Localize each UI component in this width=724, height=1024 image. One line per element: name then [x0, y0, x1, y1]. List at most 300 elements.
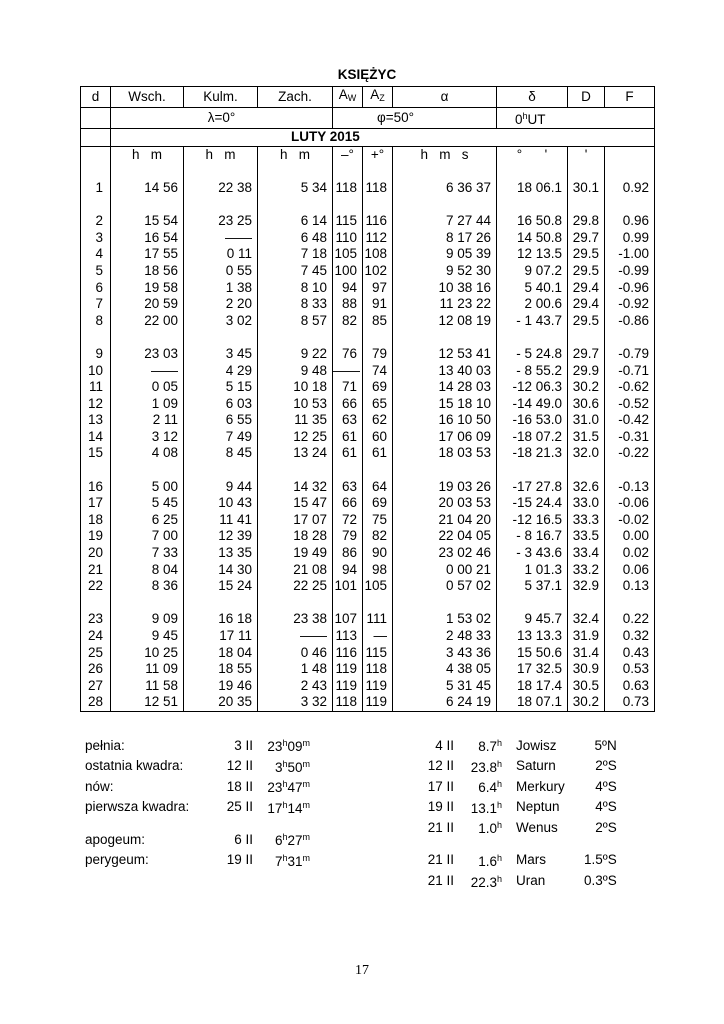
cell-az: 119 [363, 694, 393, 711]
cell-phase: 0.02 [605, 545, 655, 562]
conjunction-date: 4 II [435, 737, 454, 753]
table-row [81, 495, 655, 512]
col-F: F [605, 87, 655, 108]
cell-rise: 8 36 [111, 578, 184, 595]
cell-set: 7 45 [258, 263, 333, 280]
cell-alpha: 6 36 37 [393, 180, 497, 197]
cell-az: 118 [363, 661, 393, 678]
conjunction-date: 17 II [427, 778, 454, 794]
cell-phase: 0.32 [605, 628, 655, 645]
col-D: D [568, 87, 605, 108]
table-row [81, 678, 655, 695]
cell-culm: 6 55 [184, 412, 258, 429]
cell-az: 74 [363, 363, 393, 380]
cell-dist: 29.5 [568, 313, 605, 330]
cell-aw: 107 [333, 611, 363, 628]
cell-culm: —— [184, 230, 258, 247]
cell-aw: 66 [333, 495, 363, 512]
cell-day: 8 [81, 313, 111, 330]
cell-alpha: 1 53 02 [393, 611, 497, 628]
cell-dist: 30.2 [568, 694, 605, 711]
cell-culm: 18 55 [184, 661, 258, 678]
conjunction-time: 22.3$^h$ [470, 873, 502, 890]
col-alpha: α [393, 87, 497, 108]
conjunction-time: 8.7$^h$ [478, 738, 502, 754]
cell-az: — [363, 628, 393, 645]
cell-delta: -12 16.5 [497, 512, 568, 529]
table-row [81, 213, 655, 230]
cell-aw: 100 [333, 263, 363, 280]
cell-dist: 30.5 [568, 678, 605, 695]
cell-aw: 79 [333, 528, 363, 545]
conjunction-time: 1.0$^h$ [478, 820, 502, 837]
unit-set: h m [258, 146, 333, 163]
cell-set: 5 34 [258, 180, 333, 197]
cell-phase: -0.79 [605, 346, 655, 363]
cell-day: 20 [81, 545, 111, 562]
cell-phase: -0.22 [605, 445, 655, 462]
conjunction-date: 12 II [427, 758, 454, 774]
table-row [81, 246, 655, 263]
cell-aw: 94 [333, 280, 363, 297]
cell-delta: - 8 16.7 [497, 528, 568, 545]
cell-phase: -0.06 [605, 495, 655, 512]
cell-aw: 88 [333, 296, 363, 313]
phase-date: 3 II [234, 737, 253, 753]
col-delta: δ [497, 87, 568, 108]
cell-delta: - 1 43.7 [497, 313, 568, 330]
conjunction-separation: 4ºS [595, 799, 617, 815]
cell-dist: 29.7 [568, 346, 605, 363]
cell-dist: 32.6 [568, 479, 605, 496]
phase-name: nów: [85, 778, 114, 794]
cell-phase: 0.00 [605, 528, 655, 545]
cell-set: 8 33 [258, 296, 333, 313]
cell-set: 11 35 [258, 412, 333, 429]
cell-aw: 86 [333, 545, 363, 562]
cell-rise: 23 03 [111, 346, 184, 363]
cell-set: 3 32 [258, 694, 333, 711]
cell-az: 112 [363, 230, 393, 247]
cell-day: 1 [81, 180, 111, 197]
cell-set: 9 22 [258, 346, 333, 363]
cell-rise: 17 55 [111, 246, 184, 263]
cell-day: 9 [81, 346, 111, 363]
cell-set: 22 25 [258, 578, 333, 595]
cell-rise: 3 12 [111, 429, 184, 446]
cell-rise: 11 58 [111, 678, 184, 695]
cell-day: 13 [81, 412, 111, 429]
table-row [81, 445, 655, 462]
phase-time: 23$^h$47$^m$ [267, 779, 310, 796]
cell-dist: 32.9 [568, 578, 605, 595]
table-row [81, 562, 655, 579]
cell-day: 26 [81, 661, 111, 678]
cell-az: 75 [363, 512, 393, 529]
cell-day: 23 [81, 611, 111, 628]
cell-phase: 0.06 [605, 562, 655, 579]
cell-alpha: 11 23 22 [393, 296, 497, 313]
col-az: $A_Z$ [363, 87, 393, 108]
cell-aw: 115 [333, 213, 363, 230]
cell-dist: 32.4 [568, 611, 605, 628]
cell-day: 4 [81, 246, 111, 263]
cell-alpha: 0 00 21 [393, 562, 497, 579]
time-reference: 0$^h$UT [497, 107, 655, 129]
cell-delta: -18 07.2 [497, 429, 568, 446]
conjunction-separation: 4ºS [595, 778, 617, 794]
cell-culm: 12 39 [184, 528, 258, 545]
cell-aw: 71 [333, 379, 363, 396]
cell-culm: 8 45 [184, 445, 258, 462]
cell-az: 119 [363, 678, 393, 695]
cell-dist: 30.6 [568, 396, 605, 413]
cell-day: 18 [81, 512, 111, 529]
month-row [81, 129, 655, 147]
cell-culm: 22 38 [184, 180, 258, 197]
cell-dist: 33.0 [568, 495, 605, 512]
cell-phase: -0.86 [605, 313, 655, 330]
unit-D: ' [568, 146, 605, 163]
page-number: 17 [355, 963, 369, 978]
cell-dist: 29.4 [568, 280, 605, 297]
phase-time: 17$^h$14$^m$ [267, 799, 310, 816]
cell-aw: 76 [333, 346, 363, 363]
cell-az: 115 [363, 645, 393, 662]
cell-rise: 12 51 [111, 694, 184, 711]
cell-delta: -18 21.3 [497, 445, 568, 462]
table-row [81, 628, 655, 645]
cell-dist: 29.5 [568, 263, 605, 280]
table-row [81, 313, 655, 330]
cell-az: 79 [363, 346, 393, 363]
col-set: Zach. [258, 87, 333, 108]
cell-set: 14 32 [258, 479, 333, 496]
cell-aw: 94 [333, 562, 363, 579]
cell-az: 91 [363, 296, 393, 313]
cell-set: —— [258, 628, 333, 645]
cell-delta: 14 50.8 [497, 230, 568, 247]
cell-aw: 119 [333, 678, 363, 695]
col-culm: Kulm. [184, 87, 258, 108]
cell-culm: 3 45 [184, 346, 258, 363]
phase-time: 7$^h$31$^m$ [274, 852, 310, 869]
cell-aw: 72 [333, 512, 363, 529]
cell-phase: 0.92 [605, 180, 655, 197]
cell-rise: 10 25 [111, 645, 184, 662]
table-row [81, 412, 655, 429]
cell-delta: -16 53.0 [497, 412, 568, 429]
cell-dist: 31.4 [568, 645, 605, 662]
conjunction-time: 13.1$^h$ [470, 799, 502, 816]
moon-phases-list [85, 735, 310, 871]
table-row [81, 545, 655, 562]
cell-alpha: 8 17 26 [393, 230, 497, 247]
conjunction-planet: Jowisz [516, 737, 557, 753]
cell-dist: 29.7 [568, 230, 605, 247]
cell-phase: -0.02 [605, 512, 655, 529]
cell-delta: -14 49.0 [497, 396, 568, 413]
cell-rise: 2 11 [111, 412, 184, 429]
cell-culm: 10 43 [184, 495, 258, 512]
conjunction-planet: Saturn [516, 758, 556, 774]
cell-alpha: 12 53 41 [393, 346, 497, 363]
cell-alpha: 9 05 39 [393, 246, 497, 263]
cell-aw: —— [333, 363, 363, 380]
table-row [81, 280, 655, 297]
unit-delta: ° ' [497, 146, 568, 163]
cell-alpha: 5 31 45 [393, 678, 497, 695]
phase-name: ostatnia kwadra: [85, 758, 184, 774]
cell-aw: 116 [333, 645, 363, 662]
cell-day: 3 [81, 230, 111, 247]
unit-aw: –° [333, 146, 363, 163]
cell-az: 62 [363, 412, 393, 429]
cell-alpha: 20 03 53 [393, 495, 497, 512]
col-rise: Wsch. [111, 87, 184, 108]
cell-aw: 113 [333, 628, 363, 645]
cell-day: 25 [81, 645, 111, 662]
cell-dist: 29.5 [568, 246, 605, 263]
cell-aw: 63 [333, 479, 363, 496]
cell-set: 18 28 [258, 528, 333, 545]
cell-culm: 20 35 [184, 694, 258, 711]
cell-culm: 6 03 [184, 396, 258, 413]
column-header-row [81, 87, 655, 108]
conjunction-item [414, 871, 617, 892]
cell-delta: 12 13.5 [497, 246, 568, 263]
phase-item [85, 776, 310, 797]
cell-aw: 118 [333, 694, 363, 711]
cell-alpha: 4 38 05 [393, 661, 497, 678]
cell-rise: 0 05 [111, 379, 184, 396]
table-row [81, 296, 655, 313]
cell-rise: 19 58 [111, 280, 184, 297]
cell-az: 69 [363, 495, 393, 512]
phase-time: 23$^h$09$^m$ [267, 738, 310, 754]
unit-az: +° [363, 146, 393, 163]
cell-day: 5 [81, 263, 111, 280]
cell-culm: 14 30 [184, 562, 258, 579]
cell-culm: 0 55 [184, 263, 258, 280]
phase-name: perygeum: [85, 852, 149, 868]
cell-delta: -12 06.3 [497, 379, 568, 396]
table-row [81, 528, 655, 545]
cell-delta: 5 40.1 [497, 280, 568, 297]
cell-day: 28 [81, 694, 111, 711]
cell-set: 6 48 [258, 230, 333, 247]
cell-day: 17 [81, 495, 111, 512]
cell-set: 17 07 [258, 512, 333, 529]
cell-dist: 29.9 [568, 363, 605, 380]
conjunction-item [414, 850, 617, 871]
conjunction-item [414, 735, 617, 756]
conjunction-planet: Neptun [516, 799, 560, 815]
table-row [81, 346, 655, 363]
cell-aw: 61 [333, 429, 363, 446]
table-row [81, 512, 655, 529]
cell-phase: -0.13 [605, 479, 655, 496]
cell-alpha: 15 18 10 [393, 396, 497, 413]
cell-culm: 18 04 [184, 645, 258, 662]
cell-rise: —— [111, 363, 184, 380]
cell-delta: 1 01.3 [497, 562, 568, 579]
cell-az: 85 [363, 313, 393, 330]
cell-day: 10 [81, 363, 111, 380]
cell-delta: 9 07.2 [497, 263, 568, 280]
cell-dist: 29.4 [568, 296, 605, 313]
cell-az: 65 [363, 396, 393, 413]
table-row [81, 578, 655, 595]
cell-alpha: 19 03 26 [393, 479, 497, 496]
cell-culm: 13 35 [184, 545, 258, 562]
cell-set: 6 14 [258, 213, 333, 230]
table-row [81, 661, 655, 678]
cell-alpha: 0 57 02 [393, 578, 497, 595]
cell-rise: 9 45 [111, 628, 184, 645]
cell-delta: 9 45.7 [497, 611, 568, 628]
conjunction-planet: Merkury [516, 778, 565, 794]
cell-rise: 9 09 [111, 611, 184, 628]
conjunction-date: 21 II [427, 873, 454, 889]
cell-culm: 5 15 [184, 379, 258, 396]
cell-delta: 2 00.6 [497, 296, 568, 313]
cell-az: 69 [363, 379, 393, 396]
table-row [81, 611, 655, 628]
cell-rise: 6 25 [111, 512, 184, 529]
phase-item [85, 850, 310, 871]
conjunction-date: 21 II [427, 852, 454, 868]
conjunction-separation: 0.3ºS [584, 873, 617, 889]
cell-aw: 119 [333, 661, 363, 678]
conjunction-separation: 2ºS [595, 819, 617, 835]
cell-alpha: 10 38 16 [393, 280, 497, 297]
phase-date: 25 II [226, 799, 253, 815]
cell-az: 61 [363, 445, 393, 462]
conjunction-separation: 5ºN [594, 737, 617, 753]
cell-rise: 14 56 [111, 180, 184, 197]
cell-alpha: 12 08 19 [393, 313, 497, 330]
cell-az: 64 [363, 479, 393, 496]
conjunction-planet: Uran [516, 873, 546, 889]
cell-culm: 7 49 [184, 429, 258, 446]
cell-delta: 16 50.8 [497, 213, 568, 230]
cell-culm: 19 46 [184, 678, 258, 695]
cell-culm: 0 11 [184, 246, 258, 263]
cell-alpha: 18 03 53 [393, 445, 497, 462]
cell-rise: 7 00 [111, 528, 184, 545]
cell-delta: -15 24.4 [497, 495, 568, 512]
cell-set: 7 18 [258, 246, 333, 263]
conjunction-planet: Mars [516, 852, 546, 868]
cell-set: 2 43 [258, 678, 333, 695]
table-row [81, 645, 655, 662]
conjunction-item [414, 797, 617, 818]
cell-day: 24 [81, 628, 111, 645]
cell-dist: 31.5 [568, 429, 605, 446]
cell-phase: 0.96 [605, 213, 655, 230]
cell-rise: 1 09 [111, 396, 184, 413]
cell-alpha: 9 52 30 [393, 263, 497, 280]
phase-name: pełnia: [85, 737, 125, 753]
conjunction-time: 1.6$^h$ [478, 852, 502, 869]
cell-dist: 31.9 [568, 628, 605, 645]
cell-culm: 15 24 [184, 578, 258, 595]
cell-phase: -0.42 [605, 412, 655, 429]
cell-delta: - 8 55.2 [497, 363, 568, 380]
cell-alpha: 16 10 50 [393, 412, 497, 429]
cell-set: 15 47 [258, 495, 333, 512]
table-row [81, 429, 655, 446]
cell-phase: -0.31 [605, 429, 655, 446]
cell-rise: 11 09 [111, 661, 184, 678]
cell-aw: 101 [333, 578, 363, 595]
cell-day: 15 [81, 445, 111, 462]
conjunction-time: 23.8$^h$ [470, 758, 502, 775]
cell-alpha: 17 06 09 [393, 429, 497, 446]
cell-dist: 30.9 [568, 661, 605, 678]
cell-az: 108 [363, 246, 393, 263]
cell-az: 116 [363, 213, 393, 230]
cell-az: 111 [363, 611, 393, 628]
cell-dist: 29.8 [568, 213, 605, 230]
phase-date: 18 II [226, 778, 253, 794]
cell-az: 90 [363, 545, 393, 562]
month-label: LUTY 2015 [111, 129, 655, 147]
table-row [81, 263, 655, 280]
cell-phase: -0.71 [605, 363, 655, 380]
cell-day: 2 [81, 213, 111, 230]
cell-rise: 18 56 [111, 263, 184, 280]
cell-day: 14 [81, 429, 111, 446]
location-row [81, 107, 655, 129]
cell-delta: 15 50.6 [497, 645, 568, 662]
cell-culm: 1 38 [184, 280, 258, 297]
cell-culm: 9 44 [184, 479, 258, 496]
phase-date: 19 II [226, 852, 253, 868]
cell-phase: -0.62 [605, 379, 655, 396]
phase-time: 3$^h$50$^m$ [274, 758, 310, 775]
cell-set: 13 24 [258, 445, 333, 462]
cell-alpha: 22 04 05 [393, 528, 497, 545]
cell-phase: 0.13 [605, 578, 655, 595]
table-row [81, 694, 655, 711]
cell-phase: -1.00 [605, 246, 655, 263]
table-row [81, 363, 655, 380]
cell-rise: 15 54 [111, 213, 184, 230]
conjunction-item [414, 776, 617, 797]
cell-rise: 4 08 [111, 445, 184, 462]
cell-rise: 5 45 [111, 495, 184, 512]
cell-day: 7 [81, 296, 111, 313]
cell-culm: 3 02 [184, 313, 258, 330]
col-aw: $A_W$ [333, 87, 363, 108]
cell-culm: 16 18 [184, 611, 258, 628]
conjunction-item [414, 756, 617, 777]
cell-rise: 22 00 [111, 313, 184, 330]
table-row [81, 379, 655, 396]
unit-culm: h m [184, 146, 258, 163]
cell-alpha: 21 04 20 [393, 512, 497, 529]
cell-dist: 30.1 [568, 180, 605, 197]
cell-set: 8 10 [258, 280, 333, 297]
cell-az: 105 [363, 578, 393, 595]
phase-name: pierwsza kwadra: [85, 799, 190, 815]
conjunction-date: 19 II [427, 799, 454, 815]
cell-dist: 33.3 [568, 512, 605, 529]
table-row [81, 396, 655, 413]
cell-az: 118 [363, 180, 393, 197]
